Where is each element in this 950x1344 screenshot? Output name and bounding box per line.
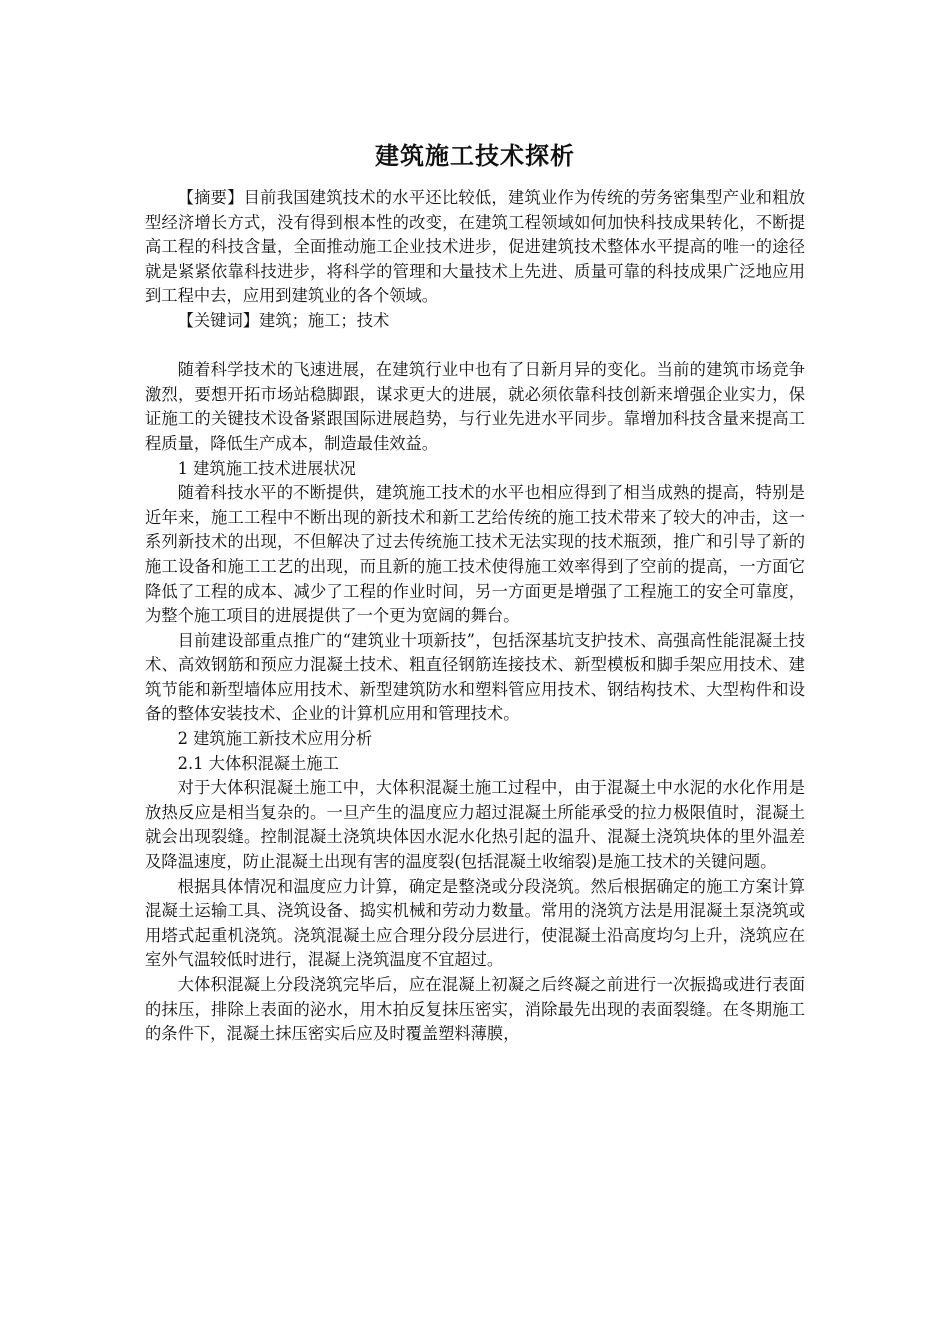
keywords-line: 【关键词】建筑；施工；技术 bbox=[177, 310, 390, 330]
abstract-paragraph: 【摘要】目前我国建筑技术的水平还比较低，建筑业作为传统的劳务密集型产业和粗放型经济增长方式，没有得到根本性的改变，在建筑工程领域如何加快科技成果转化，不断提高工程的科技含量，全面推动施工企业技术进步，促进建筑技术整体水平提高的唯一的途径就是紧紧依靠科技进步，将科学的管理和大量技术上先进、质量可靠的科技成果广泛地应用到工程中去，应用到建筑业的各个领域。 bbox=[145, 188, 805, 306]
body-paragraph: 随着科技水平的不断提供，建筑施工技术的水平也相应得到了相当成熟的提高，特别是近年来，施工工程中不断出现的新技术和新工艺给传统的施工技术带来了较大的冲击，这一系列新技术的出现，不但解决了过去传统施工技术无法实现的技术瓶颈，推广和引导了新的施工设备和施工工艺的出现，而且新的施工技术使得施工效率得到了空前的提高，一方面它降低了工程的成本、减少了工程的作业时间，另一方面更是增强了工程施工的安全可靠度，为整个施工项目的进展提供了一个更为宽阔的舞台。 bbox=[145, 483, 805, 626]
body-paragraph: 对于大体积混凝土施工中，大体积混凝土施工过程中，由于混凝土中水泥的水化作用是放热反应是相当复杂的。一旦产生的温度应力超过混凝土所能承受的拉力极限值时，混凝土就会出现裂缝。控制混凝土浇筑块体因水泥水化热引起的温升、混凝土浇筑块体的里外温差及降温速度，防止混凝土出现有害的温度裂(包括混凝土收缩裂)是施工技术的关键问题。 bbox=[145, 778, 805, 872]
intro-paragraph: 随着科学技术的飞速进展，在建筑行业中也有了日新月异的变化。当前的建筑市场竞争激烈，要想开拓市场站稳脚跟，谋求更大的进展，就必须依靠科技创新来增强企业实力，保证施工的关键技术设备紧跟国际进展趋势，与行业先进水平同步。靠增加科技含量来提高工程质量，降低生产成本，制造最佳效益。 bbox=[145, 360, 805, 453]
page-title: 建筑施工技术探析 bbox=[375, 142, 575, 170]
paragraph-gap bbox=[145, 334, 805, 359]
subsection-heading-2-1: 2.1 大体积混凝土施工 bbox=[177, 753, 339, 773]
section-heading-1: 1 建筑施工技术进展状况 bbox=[177, 458, 356, 478]
document-body bbox=[145, 186, 805, 1047]
body-paragraph: 大体积混凝上分段浇筑完毕后，应在混凝上初凝之后终凝之前进行一次振捣或进行表面的抹压，排除上表面的泌水，用木拍反复抹压密实，消除最先出现的表面裂缝。在冬期施工的条件下，混凝土抹压密实后应及时覆盖塑料薄膜， bbox=[145, 975, 805, 1044]
body-paragraph: 目前建设部重点推广的“建筑业十项新技”，包括深基坑支护技术、高强高性能混凝土技术、高效钢筋和预应力混凝土技术、粗直径钢筋连接技术、新型模板和脚手架应用技术、建筑节能和新型墙体应用技术、新型建筑防水和塑料管应用技术、钢结构技术、大型构件和设备的整体安装技术、企业的计算机应用和管理技术。 bbox=[145, 630, 805, 724]
section-heading-2: 2 建筑施工新技术应用分析 bbox=[177, 729, 373, 749]
body-paragraph: 根据具体情况和温度应力计算，确定是整浇或分段浇筑。然后根据确定的施工方案计算混凝土运输工具、浇筑设备、捣实机械和劳动力数量。常用的浇筑方法是用混凝土泵浇筑或用塔式起重机浇筑。浇筑混凝土应合理分段分层进行，使混凝土沿高度均匀上升，浇筑应在室外气温较低时进行，混凝上浇筑温度不宜超过。 bbox=[145, 876, 805, 970]
